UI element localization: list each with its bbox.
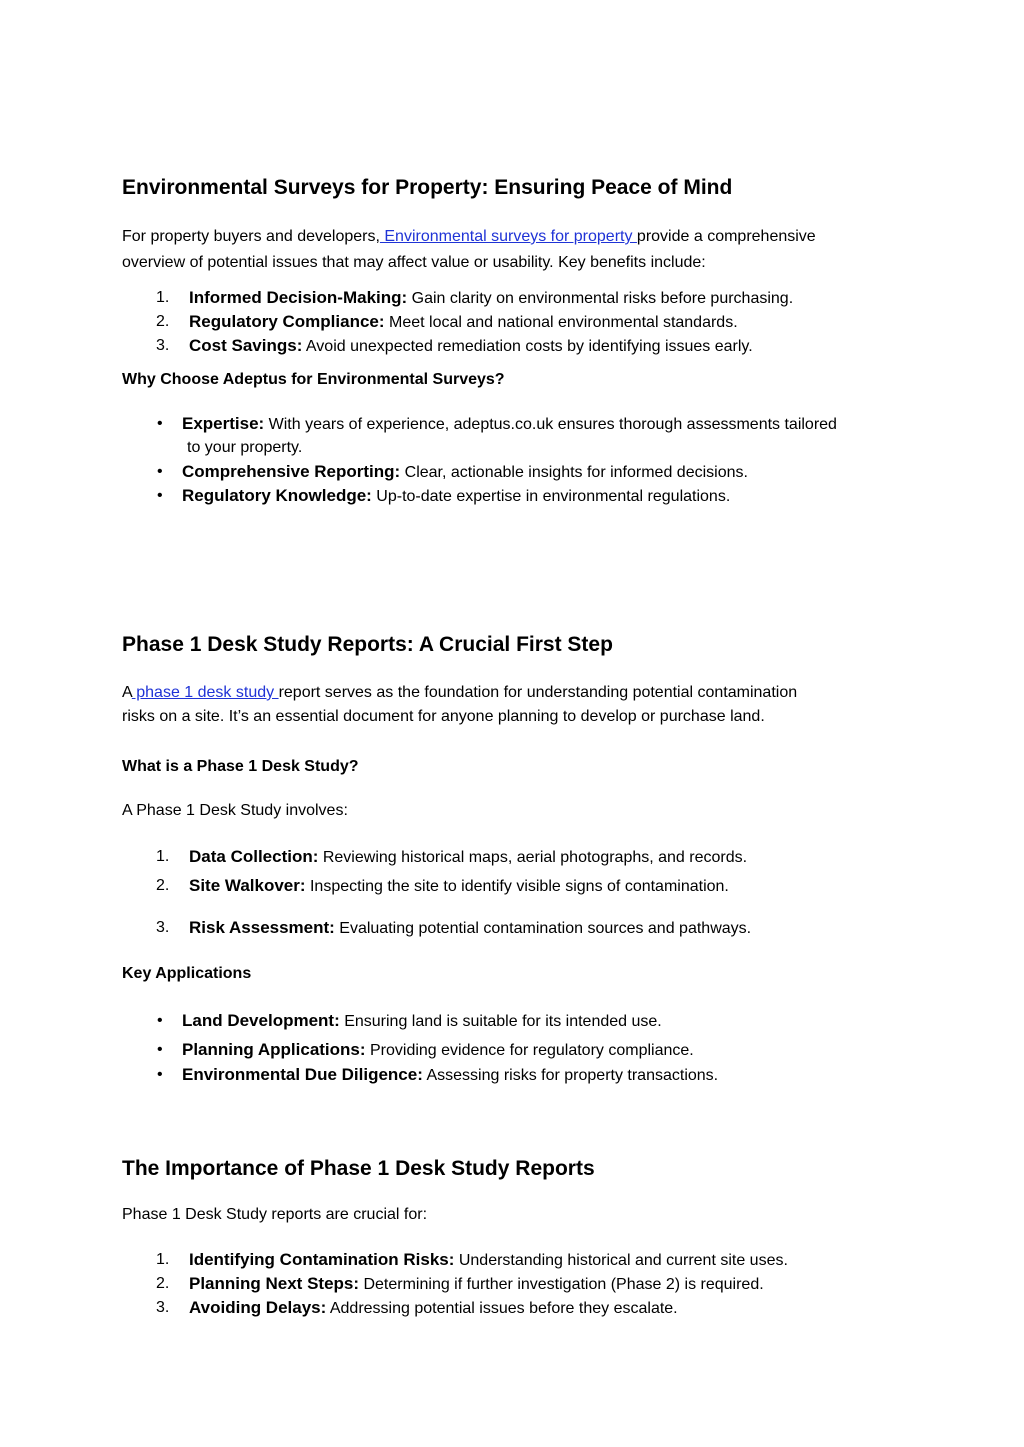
section1-intro-line1 — [122, 224, 816, 250]
list-item-desc: Understanding historical and current site uses. — [454, 1252, 788, 1269]
list-item-text — [182, 414, 837, 435]
list-item-desc: Addressing potential issues before they escalate. — [326, 1300, 678, 1317]
list-item-text — [189, 312, 738, 333]
list-item-desc-cont: to your property. — [187, 439, 303, 456]
environmental-surveys-link[interactable]: Environmental surveys for property — [379, 228, 637, 245]
bullet: • — [157, 487, 163, 504]
list-item-desc: Ensuring land is suitable for its intended use. — [339, 1013, 662, 1030]
list-item-label: Identifying Contamination Risks: — [189, 1250, 455, 1269]
section2-intro-line2: risks on a site. It’s an essential document for anyone planning to develop or purchase land. — [122, 708, 765, 725]
bullet: • — [157, 1041, 163, 1058]
list-item-label: Cost Savings: — [189, 336, 303, 355]
section2-intro-after: report serves as the foundation for understanding potential contamination — [278, 684, 798, 701]
list-item-text — [182, 462, 748, 483]
list-number: 3. — [156, 919, 170, 936]
section1-intro-line2: overview of potential issues that may affect value or usability. Key benefits include: — [122, 254, 706, 271]
section2-title: Phase 1 Desk Study Reports: A Crucial First Step — [122, 633, 613, 656]
list-item-label: Environmental Due Diligence: — [182, 1065, 423, 1084]
bullet: • — [157, 415, 163, 432]
section1-title: Environmental Surveys for Property: Ensuring Peace of Mind — [122, 176, 733, 199]
what-is-intro: A Phase 1 Desk Study involves: — [122, 802, 348, 819]
list-item-text — [189, 1250, 788, 1271]
list-item-label: Risk Assessment: — [189, 918, 335, 937]
section1-intro-before: For property buyers and developers, — [122, 228, 380, 245]
list-item-desc: Meet local and national environmental standards. — [384, 314, 738, 331]
list-item-label: Planning Next Steps: — [189, 1274, 360, 1293]
list-item-desc: Assessing risks for property transactions. — [422, 1067, 719, 1084]
list-item-label: Avoiding Delays: — [189, 1298, 327, 1317]
list-item-label: Land Development: — [182, 1011, 340, 1030]
list-item-desc: Inspecting the site to identify visible signs of contamination. — [305, 878, 729, 895]
section2-intro-line1 — [122, 680, 797, 706]
list-item-text — [189, 288, 793, 309]
list-item-label: Expertise: — [182, 414, 265, 433]
list-number: 2. — [156, 877, 170, 894]
list-item-label: Planning Applications: — [182, 1040, 366, 1059]
list-item-label: Site Walkover: — [189, 876, 306, 895]
list-item-text — [189, 336, 753, 357]
list-item-text — [189, 918, 751, 939]
list-item-text — [182, 1065, 718, 1086]
bullet: • — [157, 463, 163, 480]
list-item-desc: Determining if further investigation (Phase 2) is required. — [359, 1276, 764, 1293]
list-number: 1. — [156, 848, 170, 865]
list-item-desc: Providing evidence for regulatory compliance. — [365, 1042, 694, 1059]
list-item-text — [182, 486, 730, 507]
list-item-desc: Clear, actionable insights for informed decisions. — [400, 464, 748, 481]
list-item-label: Regulatory Compliance: — [189, 312, 385, 331]
list-item-desc: Gain clarity on environmental risks before purchasing. — [407, 290, 794, 307]
list-item-desc: Up-to-date expertise in environmental regulations. — [371, 488, 731, 505]
section1-intro-after: provide a comprehensive — [636, 228, 816, 245]
section2-intro-before: A — [122, 684, 132, 701]
section3-title: The Importance of Phase 1 Desk Study Reports — [122, 1157, 595, 1180]
list-item-text — [182, 1040, 694, 1061]
list-item-desc: Avoid unexpected remediation costs by identifying issues early. — [302, 338, 753, 355]
list-number: 2. — [156, 313, 170, 330]
why-choose-heading: Why Choose Adeptus for Environmental Surveys? — [122, 371, 505, 388]
bullet: • — [157, 1012, 163, 1029]
list-item-text — [189, 876, 729, 897]
list-number: 3. — [156, 1299, 170, 1316]
list-number: 3. — [156, 337, 170, 354]
list-item-desc: Reviewing historical maps, aerial photographs, and records. — [318, 849, 748, 866]
list-number: 1. — [156, 1251, 170, 1268]
what-is-heading: What is a Phase 1 Desk Study? — [122, 758, 359, 775]
section3-intro: Phase 1 Desk Study reports are crucial for: — [122, 1206, 428, 1223]
bullet: • — [157, 1066, 163, 1083]
list-number: 1. — [156, 289, 170, 306]
list-item-label: Informed Decision-Making: — [189, 288, 408, 307]
list-number: 2. — [156, 1275, 170, 1292]
list-item-text — [182, 1011, 662, 1032]
list-item-text — [189, 1274, 764, 1295]
key-applications-heading: Key Applications — [122, 965, 252, 982]
list-item-label: Comprehensive Reporting: — [182, 462, 401, 481]
phase1-desk-study-link[interactable]: phase 1 desk study — [131, 684, 279, 701]
list-item-text — [189, 847, 747, 868]
list-item-label: Data Collection: — [189, 847, 319, 866]
list-item-label: Regulatory Knowledge: — [182, 486, 372, 505]
list-item-desc: With years of experience, adeptus.co.uk ensures thorough assessments tailored — [264, 416, 837, 433]
list-item-text — [189, 1298, 678, 1319]
list-item-desc: Evaluating potential contamination sources and pathways. — [334, 920, 752, 937]
